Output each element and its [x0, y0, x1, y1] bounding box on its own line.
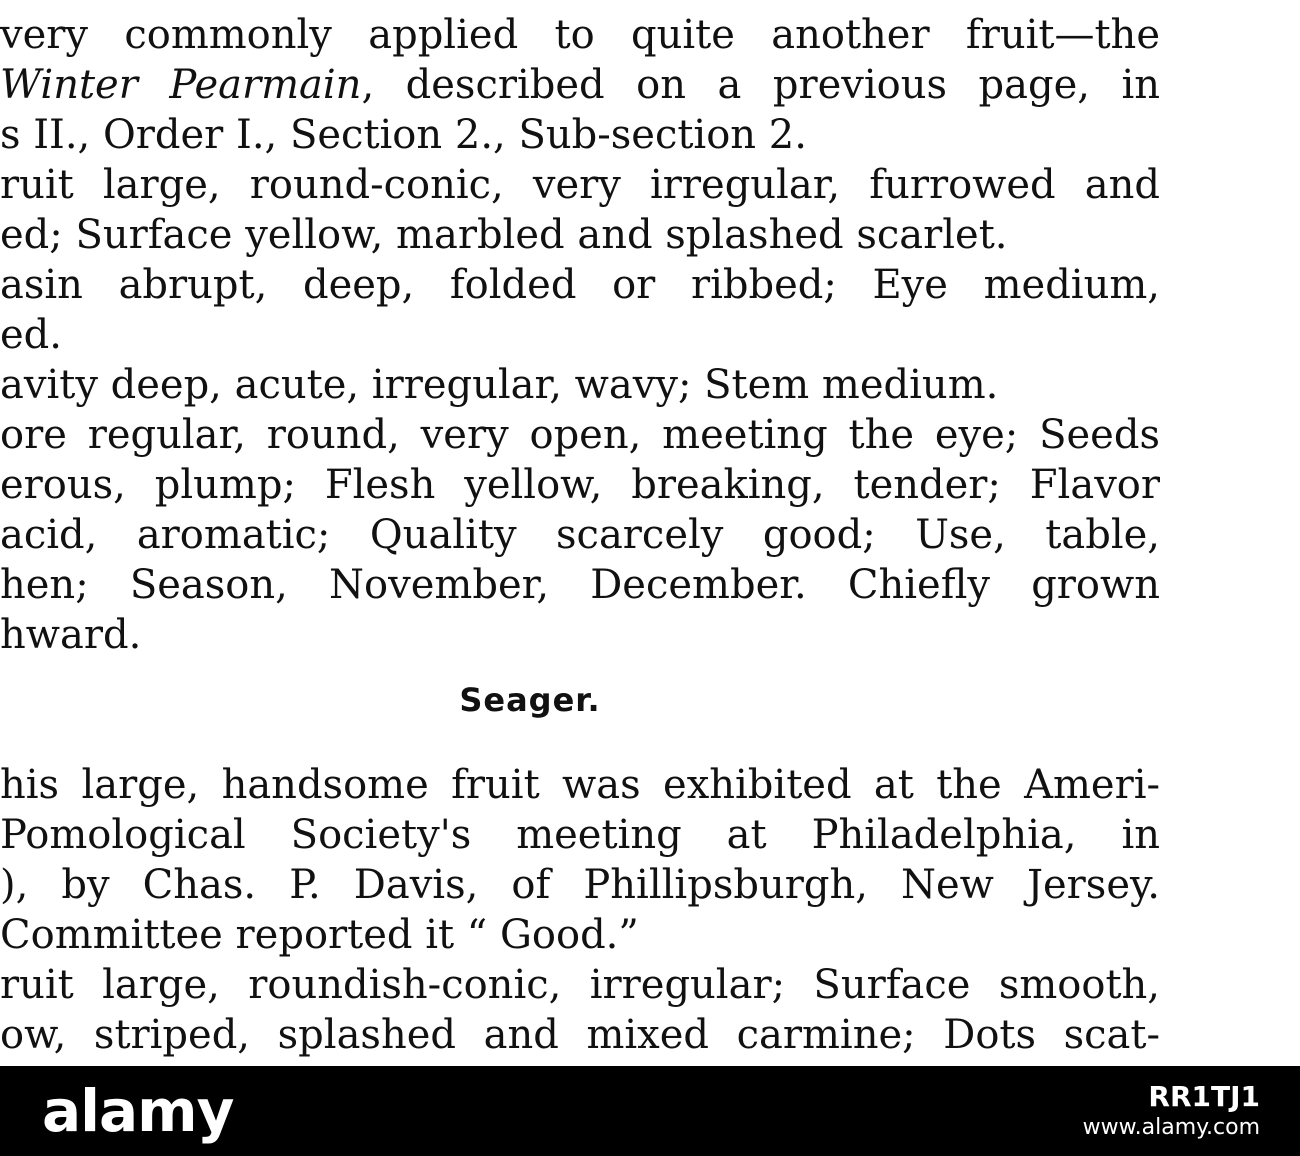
image-id: RR1TJ1: [1148, 1080, 1260, 1113]
text-line-19: ow, striped, splashed and mixed carmine; Dots scat-: [0, 1012, 1160, 1058]
text-line-15: Pomological Society's meeting at Philadelphia, in: [0, 812, 1160, 858]
text-line-9: ore regular, round, very open, meeting the eye; Seeds: [0, 412, 1160, 458]
text-line-12: hen; Season, November, December. Chiefly grown: [0, 562, 1160, 608]
site-url: www.alamy.com: [1082, 1115, 1260, 1140]
text-line-3: s II., Order I., Section 2., Sub-section 2.: [0, 112, 807, 158]
section-heading: Seager.: [459, 681, 601, 719]
image-meta: [1083, 1080, 1260, 1142]
text-line-18: ruit large, roundish-conic, irregular; Surface smooth,: [0, 962, 1160, 1008]
text-line-1: very commonly applied to quite another fruit—the: [0, 12, 1160, 58]
text-line-13: hward.: [0, 612, 142, 658]
text-line-14: his large, handsome fruit was exhibited at the Ameri-: [0, 762, 1160, 808]
text-line-2: [0, 60, 1160, 110]
text-line-7: ed.: [0, 312, 62, 358]
text-line-16: ), by Chas. P. Davis, of Phillipsburgh, New Jersey.: [0, 862, 1160, 908]
text-line-6: asin abrupt, deep, folded or ribbed; Eye medium,: [0, 262, 1160, 308]
text-line-2-rest: , described on a previous page, in: [361, 62, 1160, 108]
variety-name: Winter Pearmain: [0, 62, 362, 108]
text-line-17: Committee reported it “ Good.”: [0, 912, 639, 958]
watermark-footer: [0, 1066, 1300, 1156]
text-line-4: ruit large, round-conic, very irregular, furrowed and: [0, 162, 1160, 208]
alamy-logo: alamy: [42, 1077, 234, 1145]
text-line-10: erous, plump; Flesh yellow, breaking, tender; Flavor: [0, 462, 1160, 508]
text-line-11: acid, aromatic; Quality scarcely good; Use, table,: [0, 512, 1160, 558]
text-line-5: ed; Surface yellow, marbled and splashed scarlet.: [0, 212, 1008, 258]
text-line-8: avity deep, acute, irregular, wavy; Stem medium.: [0, 362, 999, 408]
